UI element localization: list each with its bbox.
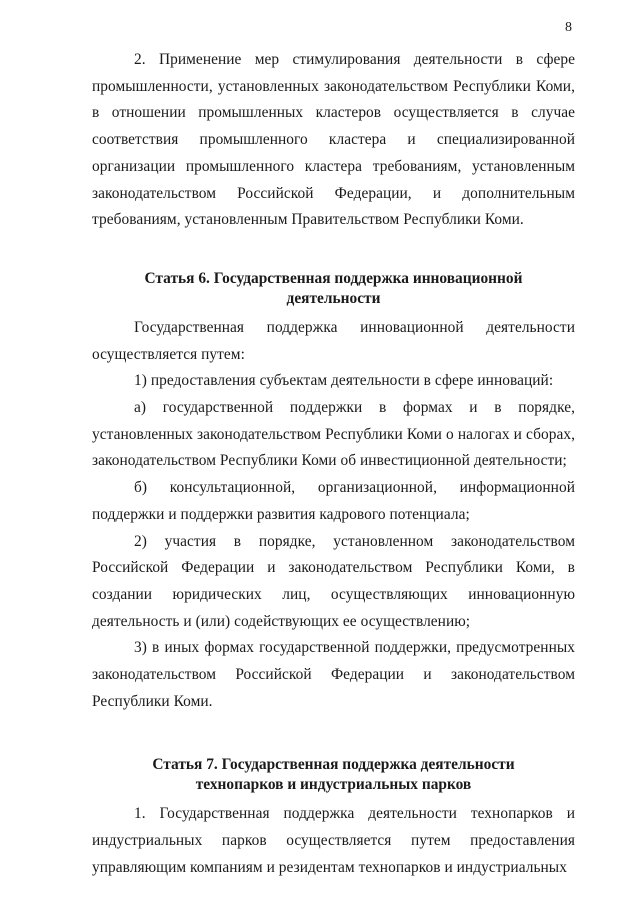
page-number: 8 [565,20,572,35]
paragraph: а) государственной поддержки в формах и в порядке, установленных законодательством Республики Коми о налогах и сборах, законодательством Республики Коми об инвестиционной деятельности; [92,399,575,470]
paragraph: 1. Государственная поддержка деятельности технопарков и индустриальных парков осуществляется путем предоставления управляющим компаниям и резидентам технопарков и индустриальных [92,805,575,876]
article-7-title-line-2: технопарков и индустриальных парков [195,776,472,794]
paragraph: 2. Применение мер стимулирования деятельности в сфере промышленности, установленных законодательством Республики Коми, в отношении промышленных кластеров осуществляется в случае соответствия промышленного кластера и специализированной организации промышленного кластера требованиям, установленным законодательством Российской Федерации, и дополнительным требованиям, установленным Правительством Республики Коми. [92,51,575,229]
paragraph: б) консультационной, организационной, информационной поддержки и поддержки развития кадрового потенциала; [92,479,575,523]
paragraph: 2) участия в порядке, установленном законодательством Российской Федерации и законодательством Республики Коми, в создании юридических лиц, осуществляющих инновационную деятельность и (или) содействующих ее осуществлению; [92,532,575,630]
paragraph: 1) предоставления субъектам деятельности в сфере инноваций: [134,372,554,390]
document-body [92,47,575,882]
article-7-title-line-1: Статья 7. Государственная поддержка деятельности [152,756,515,774]
article-6-heading [92,269,575,309]
paragraph: 3) в иных формах государственной поддержки, предусмотренных законодательством Российской Федерации и законодательством Республики Коми. [92,639,575,710]
article-6-title-line-2: деятельности [286,289,381,307]
article-7-heading [92,755,575,795]
article-6-title-line-1: Статья 6. Государственная поддержка инновационной [144,269,523,287]
paragraph: Государственная поддержка инновационной деятельности осуществляется путем: [92,318,575,363]
